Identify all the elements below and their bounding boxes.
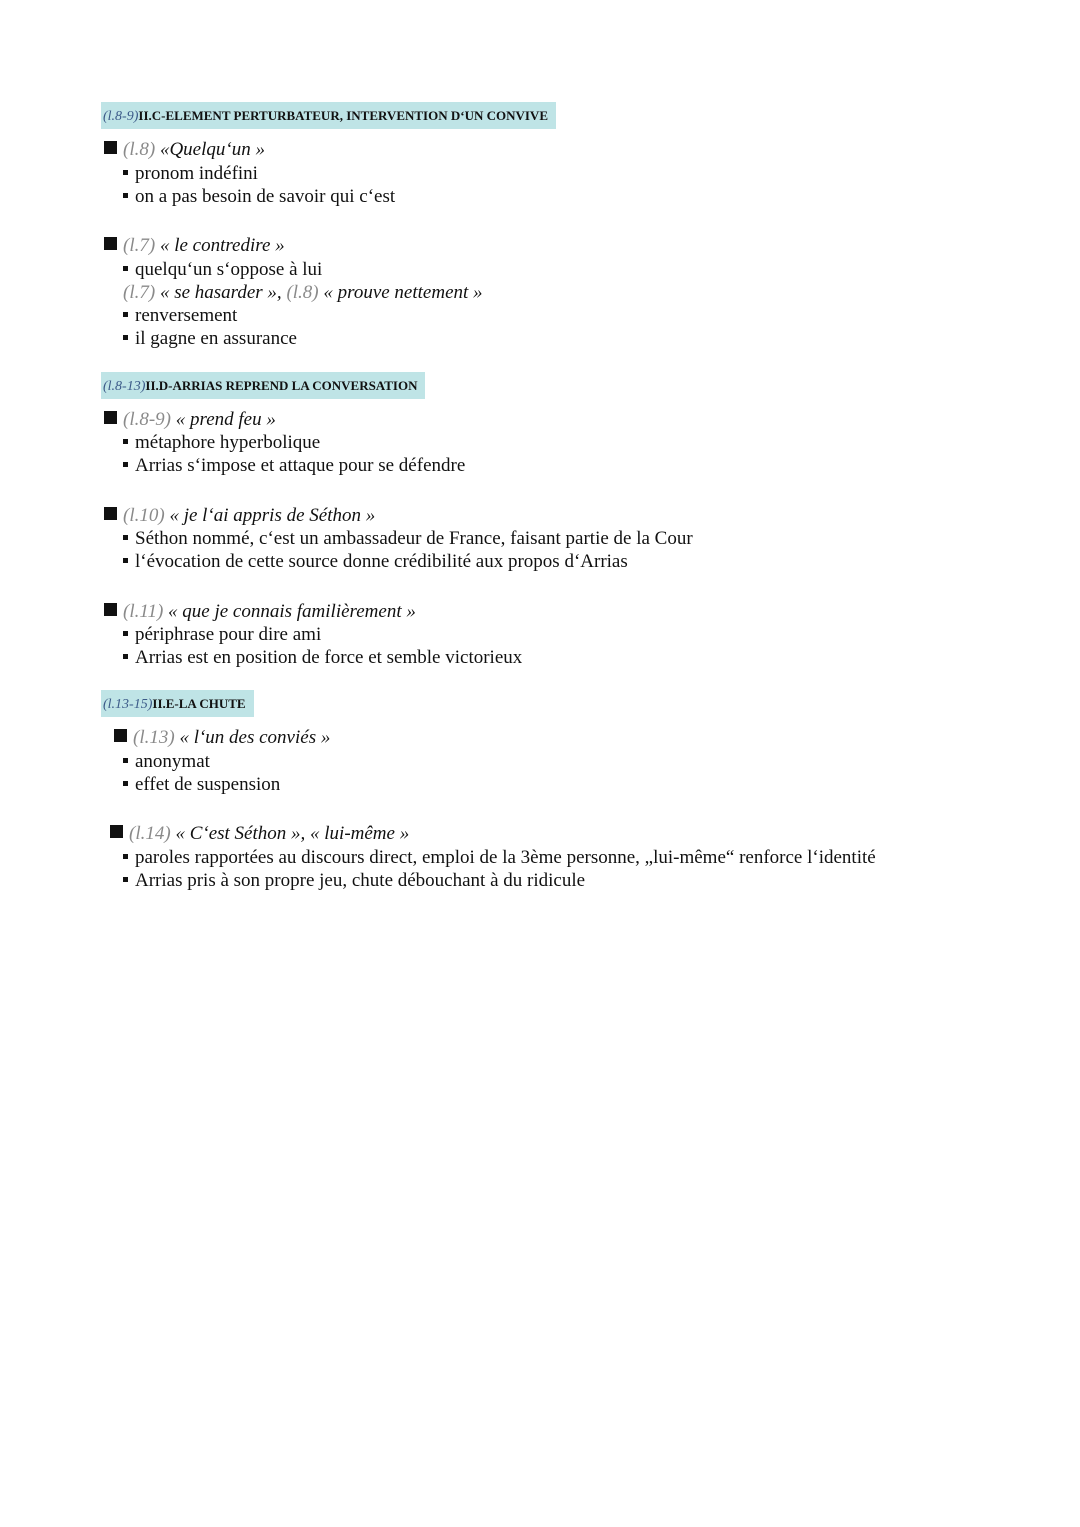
quotation: «Quelqu‘un » — [155, 139, 265, 160]
point-text: l‘évocation de cette source donne crédibilité aux propos d‘Arrias — [135, 551, 628, 572]
entry-quote — [104, 234, 285, 258]
square-bullet-icon — [104, 411, 117, 424]
bullet-icon — [123, 631, 128, 636]
list-item — [103, 646, 522, 669]
list-item — [103, 869, 585, 892]
quotation: « se hasarder », — [155, 282, 287, 303]
bullet-icon — [123, 781, 128, 786]
bullet-icon — [123, 854, 128, 859]
bullet-icon — [123, 335, 128, 340]
list-item — [103, 550, 628, 573]
list-item — [103, 304, 237, 327]
heading-title: II.C-ELEMENT PERTURBATEUR, INTERVENTION D‘UN CONVIVE — [138, 108, 548, 123]
bullet-icon — [123, 535, 128, 540]
heading-title: II.D-ARRIAS REPREND LA CONVERSATION — [145, 378, 418, 393]
section-heading-ii-d — [101, 372, 425, 399]
section-heading-ii-c — [101, 102, 556, 129]
point-text: il gagne en assurance — [135, 328, 297, 349]
line-ref: (l.7) — [123, 235, 156, 256]
list-item — [103, 750, 210, 773]
heading-line-ref: (l.8-9) — [103, 109, 139, 124]
quotation: « le contredire » — [155, 235, 285, 256]
entry-quote — [104, 600, 416, 624]
quotation: « prend feu » — [171, 409, 276, 430]
bullet-icon — [123, 654, 128, 659]
quotation: « que je connais familièrement » — [163, 601, 416, 622]
line-ref: (l.14) — [129, 823, 171, 844]
quotation: « C‘est Séthon », « lui-même » — [170, 823, 410, 844]
line-ref: (l.13) — [133, 727, 175, 748]
bullet-icon — [123, 266, 128, 271]
entry-quote — [104, 408, 276, 432]
bullet-icon — [123, 312, 128, 317]
point-text: métaphore hyperbolique — [135, 432, 321, 453]
bullet-icon — [123, 439, 128, 444]
heading-title: II.E-LA CHUTE — [152, 696, 246, 711]
list-item — [103, 846, 876, 869]
point-text: renversement — [135, 305, 238, 326]
line-ref: (l.8) — [123, 139, 156, 160]
list-item — [103, 773, 280, 796]
list-item — [103, 454, 465, 477]
entry-quote — [114, 726, 330, 750]
list-item — [103, 431, 320, 454]
point-text: quelqu‘un s‘oppose à lui — [135, 259, 323, 280]
point-text: Arrias s‘impose et attaque pour se défendre — [135, 455, 466, 476]
entry-quote — [104, 504, 375, 528]
list-item — [103, 162, 258, 185]
point-text: anonymat — [135, 751, 210, 772]
line-ref: (l.7) — [123, 282, 156, 303]
square-bullet-icon — [104, 507, 117, 520]
point-text: on a pas besoin de savoir qui c‘est — [135, 186, 396, 207]
entry-quote — [110, 822, 409, 846]
square-bullet-icon — [104, 237, 117, 250]
square-bullet-icon — [110, 825, 123, 838]
entry-extra-quotes — [103, 281, 483, 304]
line-ref: (l.8) — [286, 282, 319, 303]
quotation: « prouve nettement » — [318, 282, 483, 303]
point-text: périphrase pour dire ami — [135, 624, 322, 645]
square-bullet-icon — [104, 141, 117, 154]
point-text: Arrias pris à son propre jeu, chute débouchant à du ridicule — [135, 870, 586, 891]
point-text: effet de suspension — [135, 774, 281, 795]
section-heading-ii-e — [101, 690, 254, 717]
bullet-icon — [123, 877, 128, 882]
heading-line-ref: (l.13-15) — [103, 697, 153, 712]
bullet-icon — [123, 170, 128, 175]
list-item — [103, 327, 297, 350]
list-item — [103, 623, 321, 646]
line-ref: (l.11) — [123, 601, 164, 622]
bullet-icon — [123, 558, 128, 563]
list-item — [103, 185, 395, 208]
bullet-icon — [123, 193, 128, 198]
point-text: Séthon nommé, c‘est un ambassadeur de France, faisant partie de la Cour — [135, 528, 693, 549]
quotation: « je l‘ai appris de Séthon » — [164, 505, 376, 526]
entry-quote — [104, 138, 265, 162]
list-item — [103, 527, 693, 550]
point-text: pronom indéfini — [135, 163, 258, 184]
square-bullet-icon — [104, 603, 117, 616]
bullet-icon — [123, 758, 128, 763]
point-text: paroles rapportées au discours direct, emploi de la 3ème personne, „lui-même“ renforce l‘identité — [135, 847, 876, 868]
line-ref: (l.10) — [123, 505, 165, 526]
list-item — [103, 258, 322, 281]
bullet-icon — [123, 462, 128, 467]
quotation: « l‘un des conviés » — [174, 727, 331, 748]
heading-line-ref: (l.8-13) — [103, 379, 146, 394]
square-bullet-icon — [114, 729, 127, 742]
point-text: Arrias est en position de force et semble victorieux — [135, 647, 523, 668]
line-ref: (l.8-9) — [123, 409, 172, 430]
